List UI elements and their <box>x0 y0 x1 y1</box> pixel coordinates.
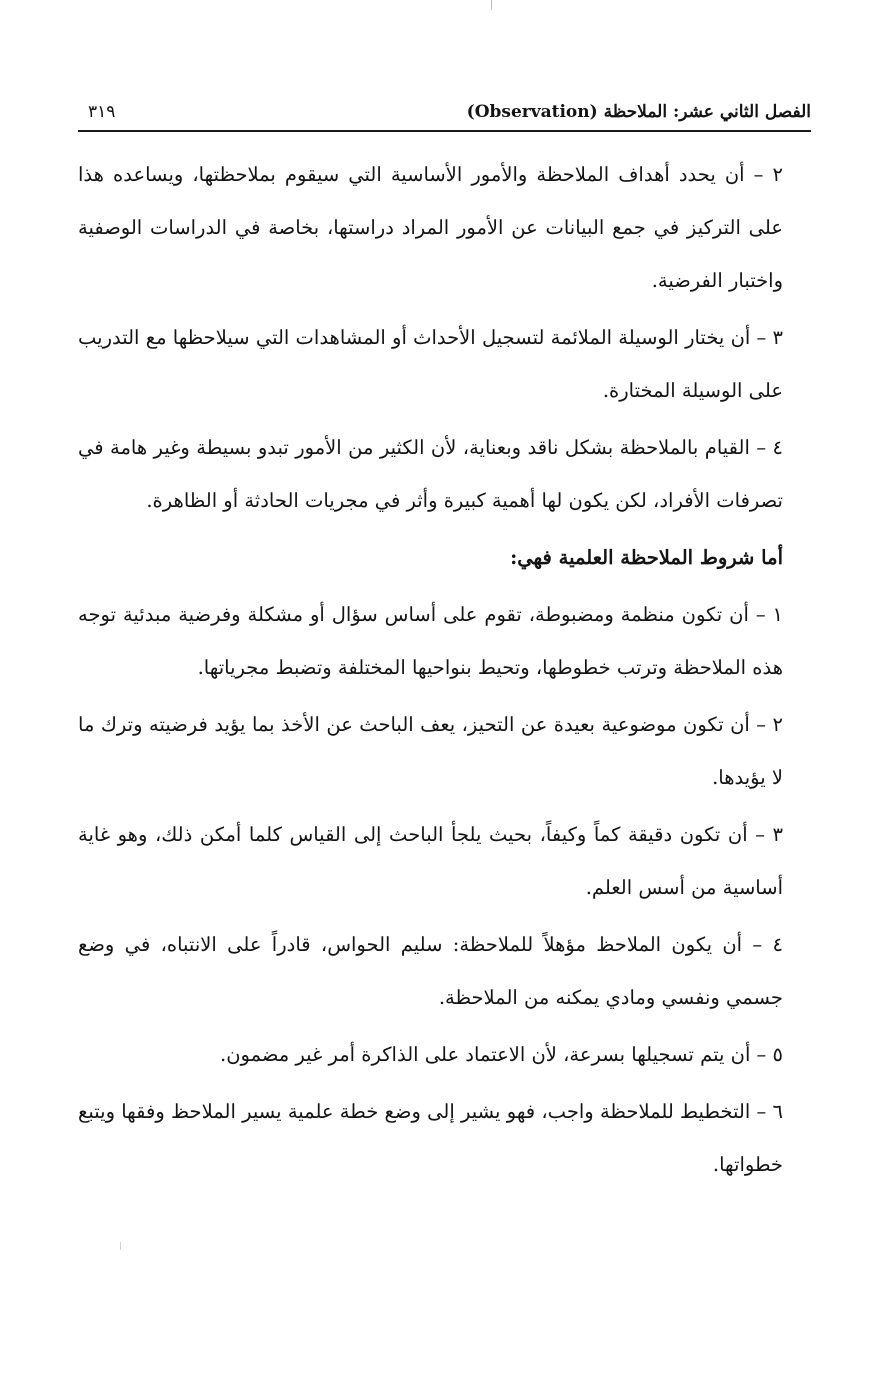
chapter-title: الفصل الثاني عشر: الملاحظة (Observation) <box>466 102 811 122</box>
condition-2: ٢ – أن تكون موضوعية بعيدة عن التحيز، يعف الباحث عن الأخذ بما يؤيد فرضيته وترك ما لا يؤيدها. <box>78 713 783 789</box>
scan-mark-bottom <box>120 1242 121 1250</box>
condition-4: ٤ – أن يكون الملاحظ مؤهلاً للملاحظة: سليم الحواس، قادراً على الانتباه، في وضع جسمي ونفسي ومادي يمكنه من الملاحظة. <box>78 933 783 1009</box>
paragraph-point-4: ٤ – القيام بالملاحظة بشكل ناقد وبعناية، لأن الكثير من الأمور تبدو بسيطة وغير هامة في تصرفات الأفراد، لكن يكون لها أهمية كبيرة وأثر في مجريات الحادثة أو الظاهرة. <box>78 436 783 512</box>
condition-3: ٣ – أن تكون دقيقة كماً وكيفاً، بحيث يلجأ الباحث إلى القياس كلما أمكن ذلك، وهو غاية أساسية من أسس العلم. <box>78 823 783 899</box>
running-header <box>78 100 811 132</box>
condition-1: ١ – أن تكون منظمة ومضبوطة، تقوم على أساس سؤال أو مشكلة وفرضية مبدئية توجه هذه الملاحظة وترتب خطوطها، وتحيط بنواحيها المختلفة وتضبط مجرياتها. <box>78 603 783 679</box>
condition-5: ٥ – أن يتم تسجيلها بسرعة، لأن الاعتماد على الذاكرة أمر غير مضمون. <box>220 1043 783 1066</box>
condition-6: ٦ – التخطيط للملاحظة واجب، فهو يشير إلى وضع خطة علمية يسير الملاحظ وفقها ويتبع خطواتها. <box>78 1100 783 1176</box>
section-subheading: أما شروط الملاحظة العلمية فهي: <box>510 546 783 569</box>
page-body <box>78 148 811 1195</box>
paragraph-point-2: ٢ – أن يحدد أهداف الملاحظة والأمور الأساسية التي سيقوم بملاحظتها، ويساعده هذا على التركيز في جمع البيانات عن الأمور المراد دراستها، بخاصة في الدراسات الوصفية واختبار الفرضية. <box>78 163 783 292</box>
paragraph-point-3: ٣ – أن يختار الوسيلة الملائمة لتسجيل الأحداث أو المشاهدات التي سيلاحظها مع التدريب على الوسيلة المختارة. <box>78 326 783 402</box>
page-number: ٣١٩ <box>88 102 116 122</box>
scan-mark <box>491 0 492 10</box>
